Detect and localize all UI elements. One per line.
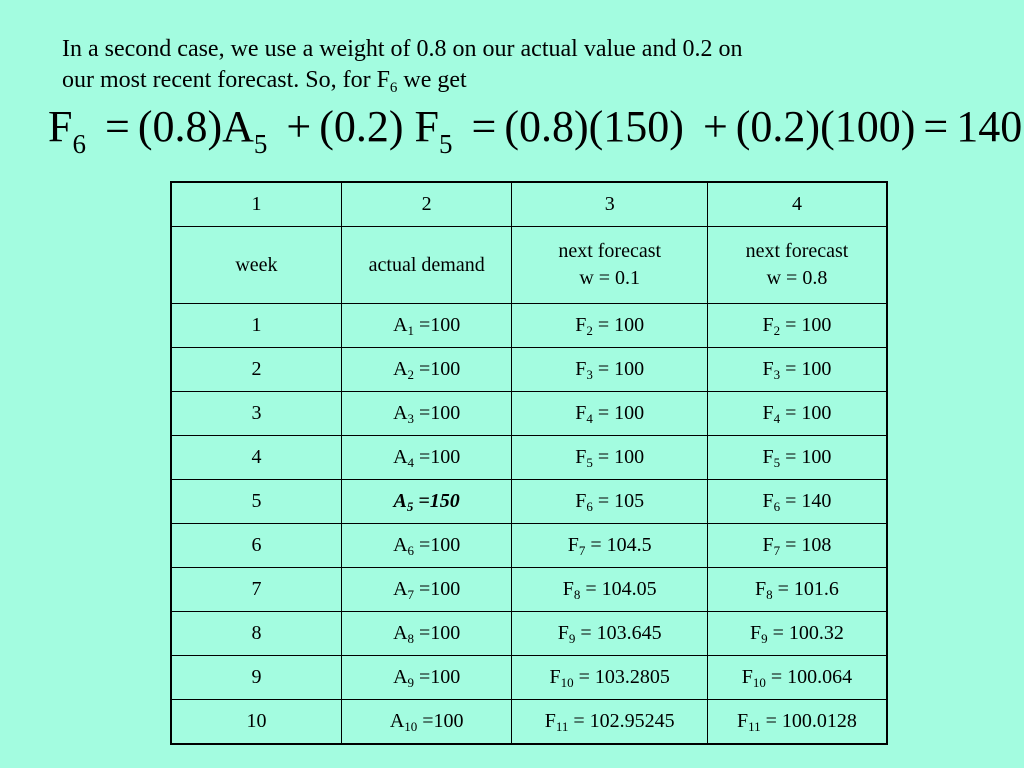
actual-subscript: 9: [407, 675, 415, 690]
formula-term-1-sub: 5: [253, 129, 268, 159]
cell-forecast-w01: [512, 656, 708, 700]
column-number-1: 1: [171, 182, 341, 227]
actual-demand-value: [393, 534, 460, 556]
actual-symbol: A: [393, 446, 408, 468]
header-forecast-w08: [707, 227, 887, 304]
forecast-w01-symbol: F: [575, 402, 587, 424]
forecast-w08-subscript: 2: [773, 323, 781, 338]
forecast-w08-value: = 100: [780, 402, 832, 424]
actual-subscript: 6: [407, 543, 415, 558]
forecast-w08-symbol: F: [762, 534, 774, 556]
actual-symbol: A: [393, 402, 408, 424]
forecast-w08-symbol: F: [762, 490, 774, 512]
cell-actual-demand: [341, 348, 512, 392]
cell-forecast-w01: [512, 480, 708, 524]
forecast-w08-value: = 140: [780, 490, 832, 512]
header-forecast-w08-line2: w = 0.8: [766, 267, 828, 289]
cell-forecast-w08: [707, 568, 887, 612]
forecast-w08-value: = 100.064: [765, 666, 853, 688]
actual-demand-value: [393, 358, 460, 380]
table-row: [171, 304, 887, 348]
cell-forecast-w01: [512, 568, 708, 612]
cell-actual-demand: [341, 612, 512, 656]
actual-symbol: A: [393, 534, 408, 556]
forecast-w08-subscript: 6: [773, 499, 781, 514]
actual-value: =150: [413, 490, 460, 512]
actual-symbol: A: [393, 622, 408, 644]
intro-text: [62, 34, 1002, 96]
forecast-w08-value: = 108: [780, 534, 832, 556]
cell-week: 3: [171, 392, 341, 436]
cell-forecast-w01: [512, 612, 708, 656]
forecast-w01-value: = 100: [592, 358, 645, 380]
intro-line-2-prefix: our most recent forecast. So, for F: [62, 67, 390, 93]
cell-forecast-w08: [707, 612, 887, 656]
forecast-w01-value: = 100: [592, 402, 645, 424]
cell-week: 5: [171, 480, 341, 524]
column-number-3: 3: [512, 182, 708, 227]
forecast-w08-value: = 100: [780, 358, 832, 380]
actual-demand-value: [394, 490, 460, 512]
cell-week: 9: [171, 656, 341, 700]
forecast-w01-subscript: 6: [586, 499, 593, 514]
actual-subscript: 7: [407, 587, 415, 602]
actual-subscript: 8: [407, 631, 415, 646]
forecast-w08-subscript: 7: [773, 543, 781, 558]
actual-subscript: 5: [406, 499, 414, 514]
forecast-formula: [48, 101, 1023, 161]
cell-actual-demand: [341, 304, 512, 348]
forecast-w01-value: = 103.2805: [573, 666, 670, 688]
forecast-w01-subscript: 4: [586, 411, 593, 426]
table-row: [171, 700, 887, 745]
actual-symbol: A: [393, 666, 408, 688]
cell-forecast-w08: [707, 436, 887, 480]
formula-equals-2: =: [471, 102, 497, 151]
table-row: [171, 348, 887, 392]
forecast-w08-symbol: F: [762, 314, 774, 336]
forecast-table: [170, 181, 888, 745]
cell-actual-demand: [341, 656, 512, 700]
forecast-w08-subscript: 3: [773, 367, 781, 382]
forecast-w08-symbol: F: [741, 666, 753, 688]
cell-week: 4: [171, 436, 341, 480]
forecast-w01-subscript: 11: [555, 719, 569, 734]
cell-forecast-w08: [707, 348, 887, 392]
actual-demand-value: [393, 666, 460, 688]
actual-demand-value: [393, 402, 460, 424]
forecast-w08-value: = 100.0128: [760, 710, 857, 732]
actual-demand-value: [393, 314, 460, 336]
cell-actual-demand: [341, 524, 512, 568]
formula-equals-3: =: [923, 102, 949, 151]
forecast-w08-value: = 100: [780, 314, 832, 336]
formula-calc-2: (0.2)(100): [735, 102, 916, 151]
actual-value: =100: [414, 622, 461, 644]
actual-value: =100: [417, 710, 464, 732]
forecast-w01-symbol: F: [575, 314, 587, 336]
intro-line-1: In a second case, we use a weight of 0.8 on our actual value and 0.2 on: [62, 36, 743, 62]
actual-demand-value: [393, 578, 460, 600]
forecast-w01-symbol: F: [544, 710, 556, 732]
forecast-w01-symbol: F: [549, 666, 561, 688]
actual-subscript: 1: [407, 323, 415, 338]
cell-week: 1: [171, 304, 341, 348]
actual-subscript: 4: [407, 455, 415, 470]
cell-actual-demand: [341, 392, 512, 436]
forecast-w01-subscript: 5: [586, 455, 593, 470]
formula-equals-1: =: [104, 102, 130, 151]
forecast-w01-subscript: 3: [586, 367, 593, 382]
forecast-w01-value: = 102.95245: [568, 710, 675, 732]
cell-forecast-w01: [512, 700, 708, 745]
table-row: [171, 612, 887, 656]
actual-demand-value: [390, 710, 464, 732]
intro-line-2: [62, 65, 1002, 96]
forecast-w08-symbol: F: [750, 622, 762, 644]
forecast-w08-symbol: F: [762, 358, 774, 380]
forecast-w08-value: = 101.6: [772, 578, 839, 600]
cell-forecast-w01: [512, 304, 708, 348]
forecast-w01-symbol: F: [575, 446, 587, 468]
cell-forecast-w01: [512, 524, 708, 568]
forecast-w01-value: = 105: [592, 490, 645, 512]
formula-term-1: (0.8)A: [137, 102, 254, 151]
actual-value: =100: [414, 314, 461, 336]
column-number-row: [171, 182, 887, 227]
forecast-w01-subscript: 2: [586, 323, 593, 338]
cell-actual-demand: [341, 568, 512, 612]
header-actual-demand: actual demand: [341, 227, 512, 304]
cell-forecast-w01: [512, 392, 708, 436]
forecast-w01-value: = 103.645: [575, 622, 662, 644]
forecast-w08-symbol: F: [737, 710, 749, 732]
actual-value: =100: [414, 446, 461, 468]
cell-forecast-w08: [707, 304, 887, 348]
forecast-w01-subscript: 8: [573, 587, 581, 602]
forecast-w08-subscript: 9: [761, 631, 768, 646]
table-row: [171, 436, 887, 480]
actual-demand-value: [393, 446, 460, 468]
header-forecast-w01-line2: w = 0.1: [579, 267, 641, 289]
actual-symbol: A: [393, 490, 407, 512]
forecast-w01-subscript: 7: [578, 543, 586, 558]
actual-symbol: A: [393, 358, 408, 380]
actual-value: =100: [414, 358, 461, 380]
intro-line-2-suffix: we get: [397, 67, 467, 93]
header-forecast-w01: [512, 227, 708, 304]
forecast-w01-subscript: 10: [560, 675, 574, 690]
cell-actual-demand: [341, 700, 512, 745]
actual-symbol: A: [393, 578, 408, 600]
header-forecast-w01-line1: next forecast: [558, 240, 662, 262]
forecast-w08-subscript: 11: [748, 719, 761, 734]
cell-actual-demand: [341, 436, 512, 480]
actual-demand-value: [393, 622, 460, 644]
column-number-4: 4: [707, 182, 887, 227]
formula-term-2-sub: 5: [439, 129, 453, 159]
forecast-w01-value: = 104.5: [585, 534, 652, 556]
forecast-w01-symbol: F: [557, 622, 569, 644]
actual-subscript: 2: [407, 367, 415, 382]
cell-forecast-w01: [512, 436, 708, 480]
formula-lhs: F: [48, 102, 73, 151]
table-row: [171, 568, 887, 612]
forecast-w01-symbol: F: [567, 534, 579, 556]
cell-forecast-w01: [512, 348, 708, 392]
forecast-w01-value: = 100: [592, 314, 645, 336]
table-row: [171, 524, 887, 568]
formula-lhs-sub: 6: [72, 129, 86, 159]
forecast-w01-value: = 104.05: [580, 578, 657, 600]
forecast-w08-value: = 100: [780, 446, 832, 468]
actual-value: =100: [414, 666, 461, 688]
forecast-w01-symbol: F: [575, 358, 587, 380]
header-row: [171, 227, 887, 304]
cell-forecast-w08: [707, 656, 887, 700]
formula-calc-1: (0.8)(150): [504, 102, 684, 151]
forecast-w01-subscript: 9: [568, 631, 576, 646]
formula-plus-2: +: [702, 102, 728, 151]
actual-value: =100: [414, 402, 461, 424]
forecast-w08-symbol: F: [762, 446, 774, 468]
cell-actual-demand: [341, 480, 512, 524]
actual-symbol: A: [393, 314, 408, 336]
formula-term-2: (0.2) F: [319, 102, 440, 151]
cell-week: 6: [171, 524, 341, 568]
cell-week: 8: [171, 612, 341, 656]
actual-symbol: A: [389, 710, 405, 732]
actual-value: =100: [414, 578, 461, 600]
actual-subscript: 3: [407, 411, 415, 426]
forecast-w01-value: = 100: [592, 446, 645, 468]
intro-line-2-sub: 6: [389, 80, 398, 96]
cell-week: 10: [171, 700, 341, 745]
cell-week: 7: [171, 568, 341, 612]
forecast-w08-subscript: 8: [766, 587, 773, 602]
formula-plus-1: +: [286, 102, 312, 151]
forecast-w08-subscript: 4: [773, 411, 781, 426]
cell-forecast-w08: [707, 392, 887, 436]
actual-value: =100: [414, 534, 461, 556]
cell-forecast-w08: [707, 524, 887, 568]
actual-subscript: 10: [404, 719, 418, 734]
forecast-w08-symbol: F: [762, 402, 774, 424]
forecast-w01-symbol: F: [562, 578, 574, 600]
header-week: week: [171, 227, 341, 304]
formula-result: 140: [956, 102, 1023, 151]
forecast-w08-symbol: F: [755, 578, 767, 600]
table-row: [171, 392, 887, 436]
header-forecast-w08-line1: next forecast: [745, 240, 849, 262]
table-row: [171, 480, 887, 524]
forecast-w08-value: = 100.32: [767, 622, 844, 644]
forecast-w08-subscript: 5: [773, 455, 781, 470]
forecast-w01-symbol: F: [575, 490, 587, 512]
column-number-2: 2: [341, 182, 512, 227]
cell-week: 2: [171, 348, 341, 392]
table-row: [171, 656, 887, 700]
cell-forecast-w08: [707, 700, 887, 745]
forecast-w08-subscript: 10: [752, 675, 766, 690]
cell-forecast-w08: [707, 480, 887, 524]
